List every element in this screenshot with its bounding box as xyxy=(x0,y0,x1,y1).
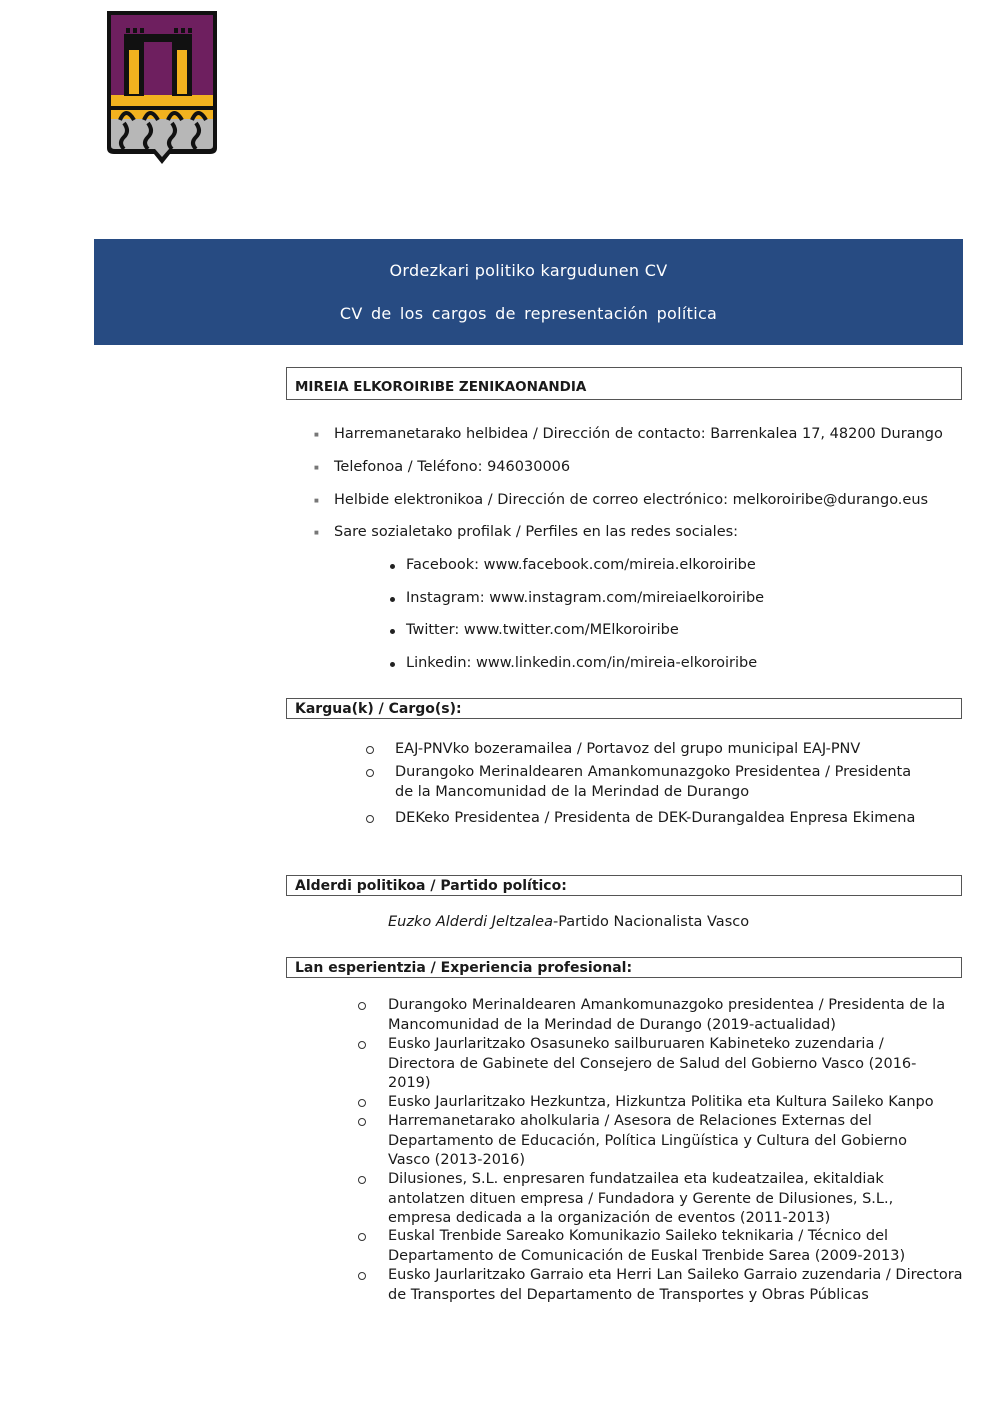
durango-coat-of-arms-logo xyxy=(104,8,220,166)
party-name-rest: -Partido Nacionalista Vasco xyxy=(552,914,750,930)
party-heading: Alderdi politikoa / Partido político: xyxy=(286,875,962,896)
bullet-circle xyxy=(358,1118,366,1126)
experience-heading: Lan esperientzia / Experiencia profesional: xyxy=(286,957,962,978)
bullet-square: ■ xyxy=(314,496,319,505)
social-facebook: Facebook: www.facebook.com/mireia.elkoroiribe xyxy=(406,557,756,573)
bullet-square: ■ xyxy=(314,463,319,472)
bullet-square: ■ xyxy=(314,430,319,439)
positions-heading: Kargua(k) / Cargo(s): xyxy=(286,698,962,719)
bullet-circle xyxy=(366,746,374,754)
bullet-circle xyxy=(366,769,374,777)
bullet-circle xyxy=(358,1099,366,1107)
experience-item: Eusko Jaurlaritzako Osasuneko sailburuaren Kabineteko zuzendaria / Directora de Gabinete del Consejero de Salud del Gobierno Vasco (2016-2019) xyxy=(388,1036,917,1091)
contact-phone: Telefonoa / Teléfono: 946030006 xyxy=(334,459,571,475)
banner-title-spanish: CV de los cargos de representación política xyxy=(339,304,718,323)
person-name: MIREIA ELKOROIRIBE ZENIKAONANDIA xyxy=(286,367,962,400)
bullet-circle xyxy=(358,1041,366,1049)
bullet-dot xyxy=(390,597,395,602)
experience-item: Durangoko Merinaldearen Amankomunazgoko presidentea / Presidenta de la Mancomunidad de la Merindad de Durango (2019-actualidad) xyxy=(388,997,946,1033)
contact-email: Helbide elektronikoa / Dirección de correo electrónico: melkoroiribe@durango.eus xyxy=(334,492,929,508)
social-instagram: Instagram: www.instagram.com/mireiaelkoroiribe xyxy=(406,590,765,606)
experience-item: Harremanetarako aholkularia / Asesora de Relaciones Externas del Departamento de Educación, Política Lingüística y Cultura del Gobierno Vasco (2013-2016) xyxy=(388,1113,907,1168)
bullet-circle xyxy=(366,815,374,823)
bullet-dot xyxy=(390,662,395,667)
bullet-circle xyxy=(358,1176,366,1184)
position-item: DEKeko Presidentea / Presidenta de DEK-Durangaldea Enpresa Ekimena xyxy=(395,810,916,826)
cv-title-banner xyxy=(94,239,963,345)
social-linkedin: Linkedin: www.linkedin.com/in/mireia-elkoroiribe xyxy=(406,655,758,671)
contact-address: Harremanetarako helbidea / Dirección de contacto: Barrenkalea 17, 48200 Durango xyxy=(334,426,943,442)
contact-social-heading: Sare sozialetako profilak / Perfiles en las redes sociales: xyxy=(334,524,739,540)
party-name xyxy=(388,914,749,930)
position-item: Durangoko Merinaldearen Amankomunazgoko Presidentea / Presidenta de la Mancomunidad de la Merindad de Durango xyxy=(395,764,912,800)
bullet-dot xyxy=(390,629,395,634)
bullet-circle xyxy=(358,1002,366,1010)
experience-item: Euskal Trenbide Sareako Komunikazio Saileko teknikaria / Técnico del Departamento de Comunicación de Euskal Trenbide Sarea (2009-2013) xyxy=(388,1228,906,1264)
bullet-square: ■ xyxy=(314,528,319,537)
experience-item: Eusko Jaurlaritzako Hezkuntza, Hizkuntza Politika eta Kultura Saileko Kanpo xyxy=(388,1094,934,1110)
experience-item: Eusko Jaurlaritzako Garraio eta Herri Lan Saileko Garraio zuzendaria / Directora de Transportes del Departamento de Transportes y Obras Públicas xyxy=(388,1267,963,1303)
experience-item: Dilusiones, S.L. enpresaren fundatzailea eta kudeatzailea, ekitaldiak antolatzen dituen empresa / Fundadora y Gerente de Dilusiones, S.L., empresa dedicada a la organización de eventos (2011-2013) xyxy=(388,1171,894,1226)
social-twitter: Twitter: www.twitter.com/MElkoroiribe xyxy=(406,622,679,638)
bullet-circle xyxy=(358,1233,366,1241)
bullet-dot xyxy=(390,564,395,569)
banner-title-basque: Ordezkari politiko kargudunen CV xyxy=(389,261,668,280)
bullet-circle xyxy=(358,1272,366,1280)
party-name-italic: Euzko Alderdi Jeltzalea xyxy=(388,914,553,930)
position-item: EAJ-PNVko bozeramailea / Portavoz del grupo municipal EAJ-PNV xyxy=(395,741,861,757)
